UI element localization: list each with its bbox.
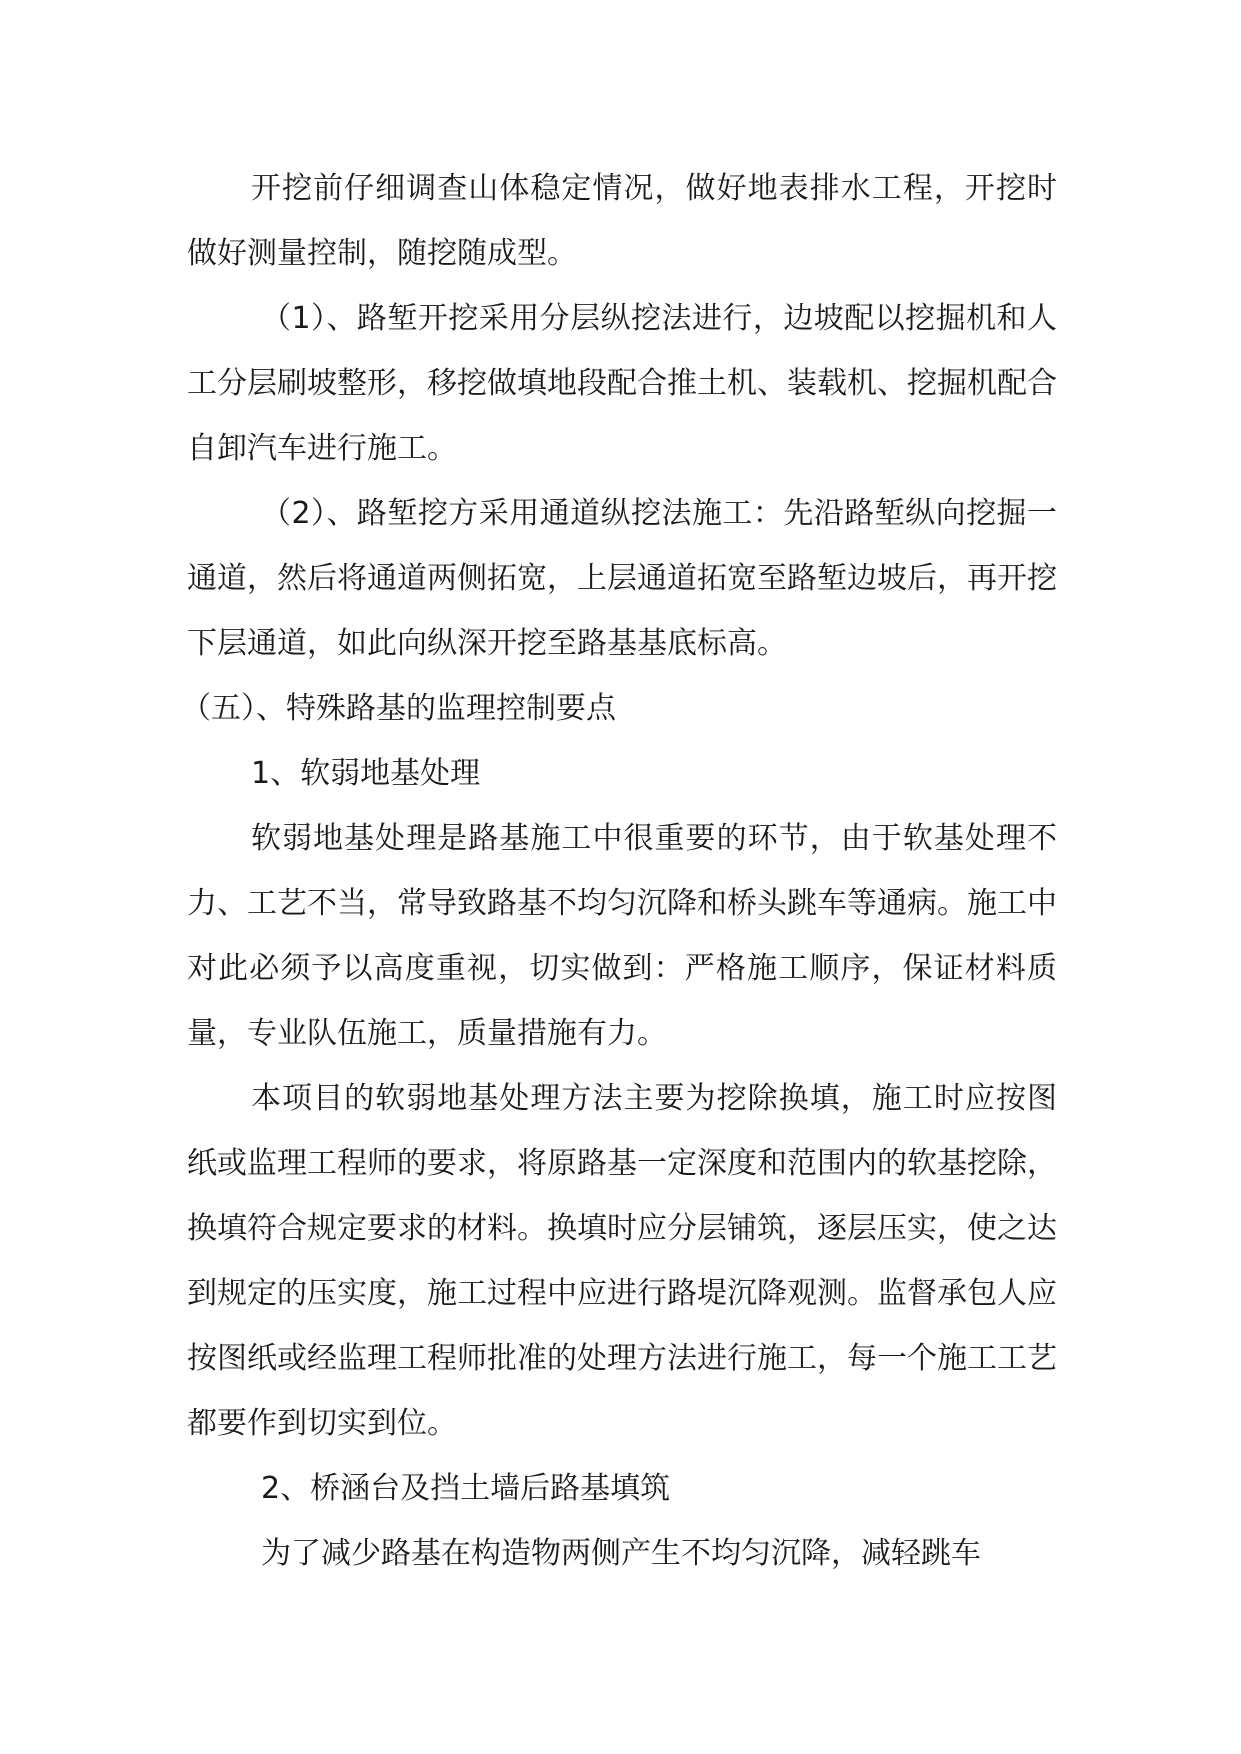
section-heading-5: （五）、特殊路基的监理控制要点 xyxy=(181,691,616,726)
paragraph-abutment-backfill: 为了减少路基在构造物两侧产生不均匀沉降，减轻跳车 xyxy=(261,1536,981,1571)
paragraph-soft-ground-importance: 软弱地基处理是路基施工中很重要的环节，由于软基处理不力、工艺不当，常导致路基不均匀沉降和桥头跳车等通病。施工中对此必须予以高度重视，切实做到：严格施工顺序，保证材料质量，专业队伍施工，质量措施有力。 xyxy=(187,821,1057,1051)
document-body xyxy=(181,156,1057,1586)
paragraph-excavation-prep: 开挖前仔细调查山体稳定情况，做好地表排水工程，开挖时做好测量控制，随挖随成型。 xyxy=(187,171,1057,271)
subheading-abutment-backfill: 2、桥涵台及挡土墙后路基填筑 xyxy=(261,1471,671,1506)
paragraph-soft-ground-method: 本项目的软弱地基处理方法主要为挖除换填，施工时应按图纸或监理工程师的要求，将原路基一定深度和范围内的软基挖除，换填符合规定要求的材料。换填时应分层铺筑，逐层压实，使之达到规定的压实度，施工过程中应进行路堤沉降观测。监督承包人应按图纸或经监理工程师批准的处理方法进行施工，每一个施工工艺都要作到切实到位。 xyxy=(187,1081,1057,1441)
subheading-soft-ground: 1、软弱地基处理 xyxy=(251,756,481,791)
paragraph-item-1: （1）、路堑开挖采用分层纵挖法进行，边坡配以挖掘机和人工分层刷坡整形，移挖做填地段配合推土机、装载机、挖掘机配合自卸汽车进行施工。 xyxy=(187,301,1057,466)
paragraph-item-2: （2）、路堑挖方采用通道纵挖法施工：先沿路堑纵向挖掘一通道，然后将通道两侧拓宽，上层通道拓宽至路堑边坡后，再开挖下层通道，如此向纵深开挖至路基基底标高。 xyxy=(187,496,1057,661)
